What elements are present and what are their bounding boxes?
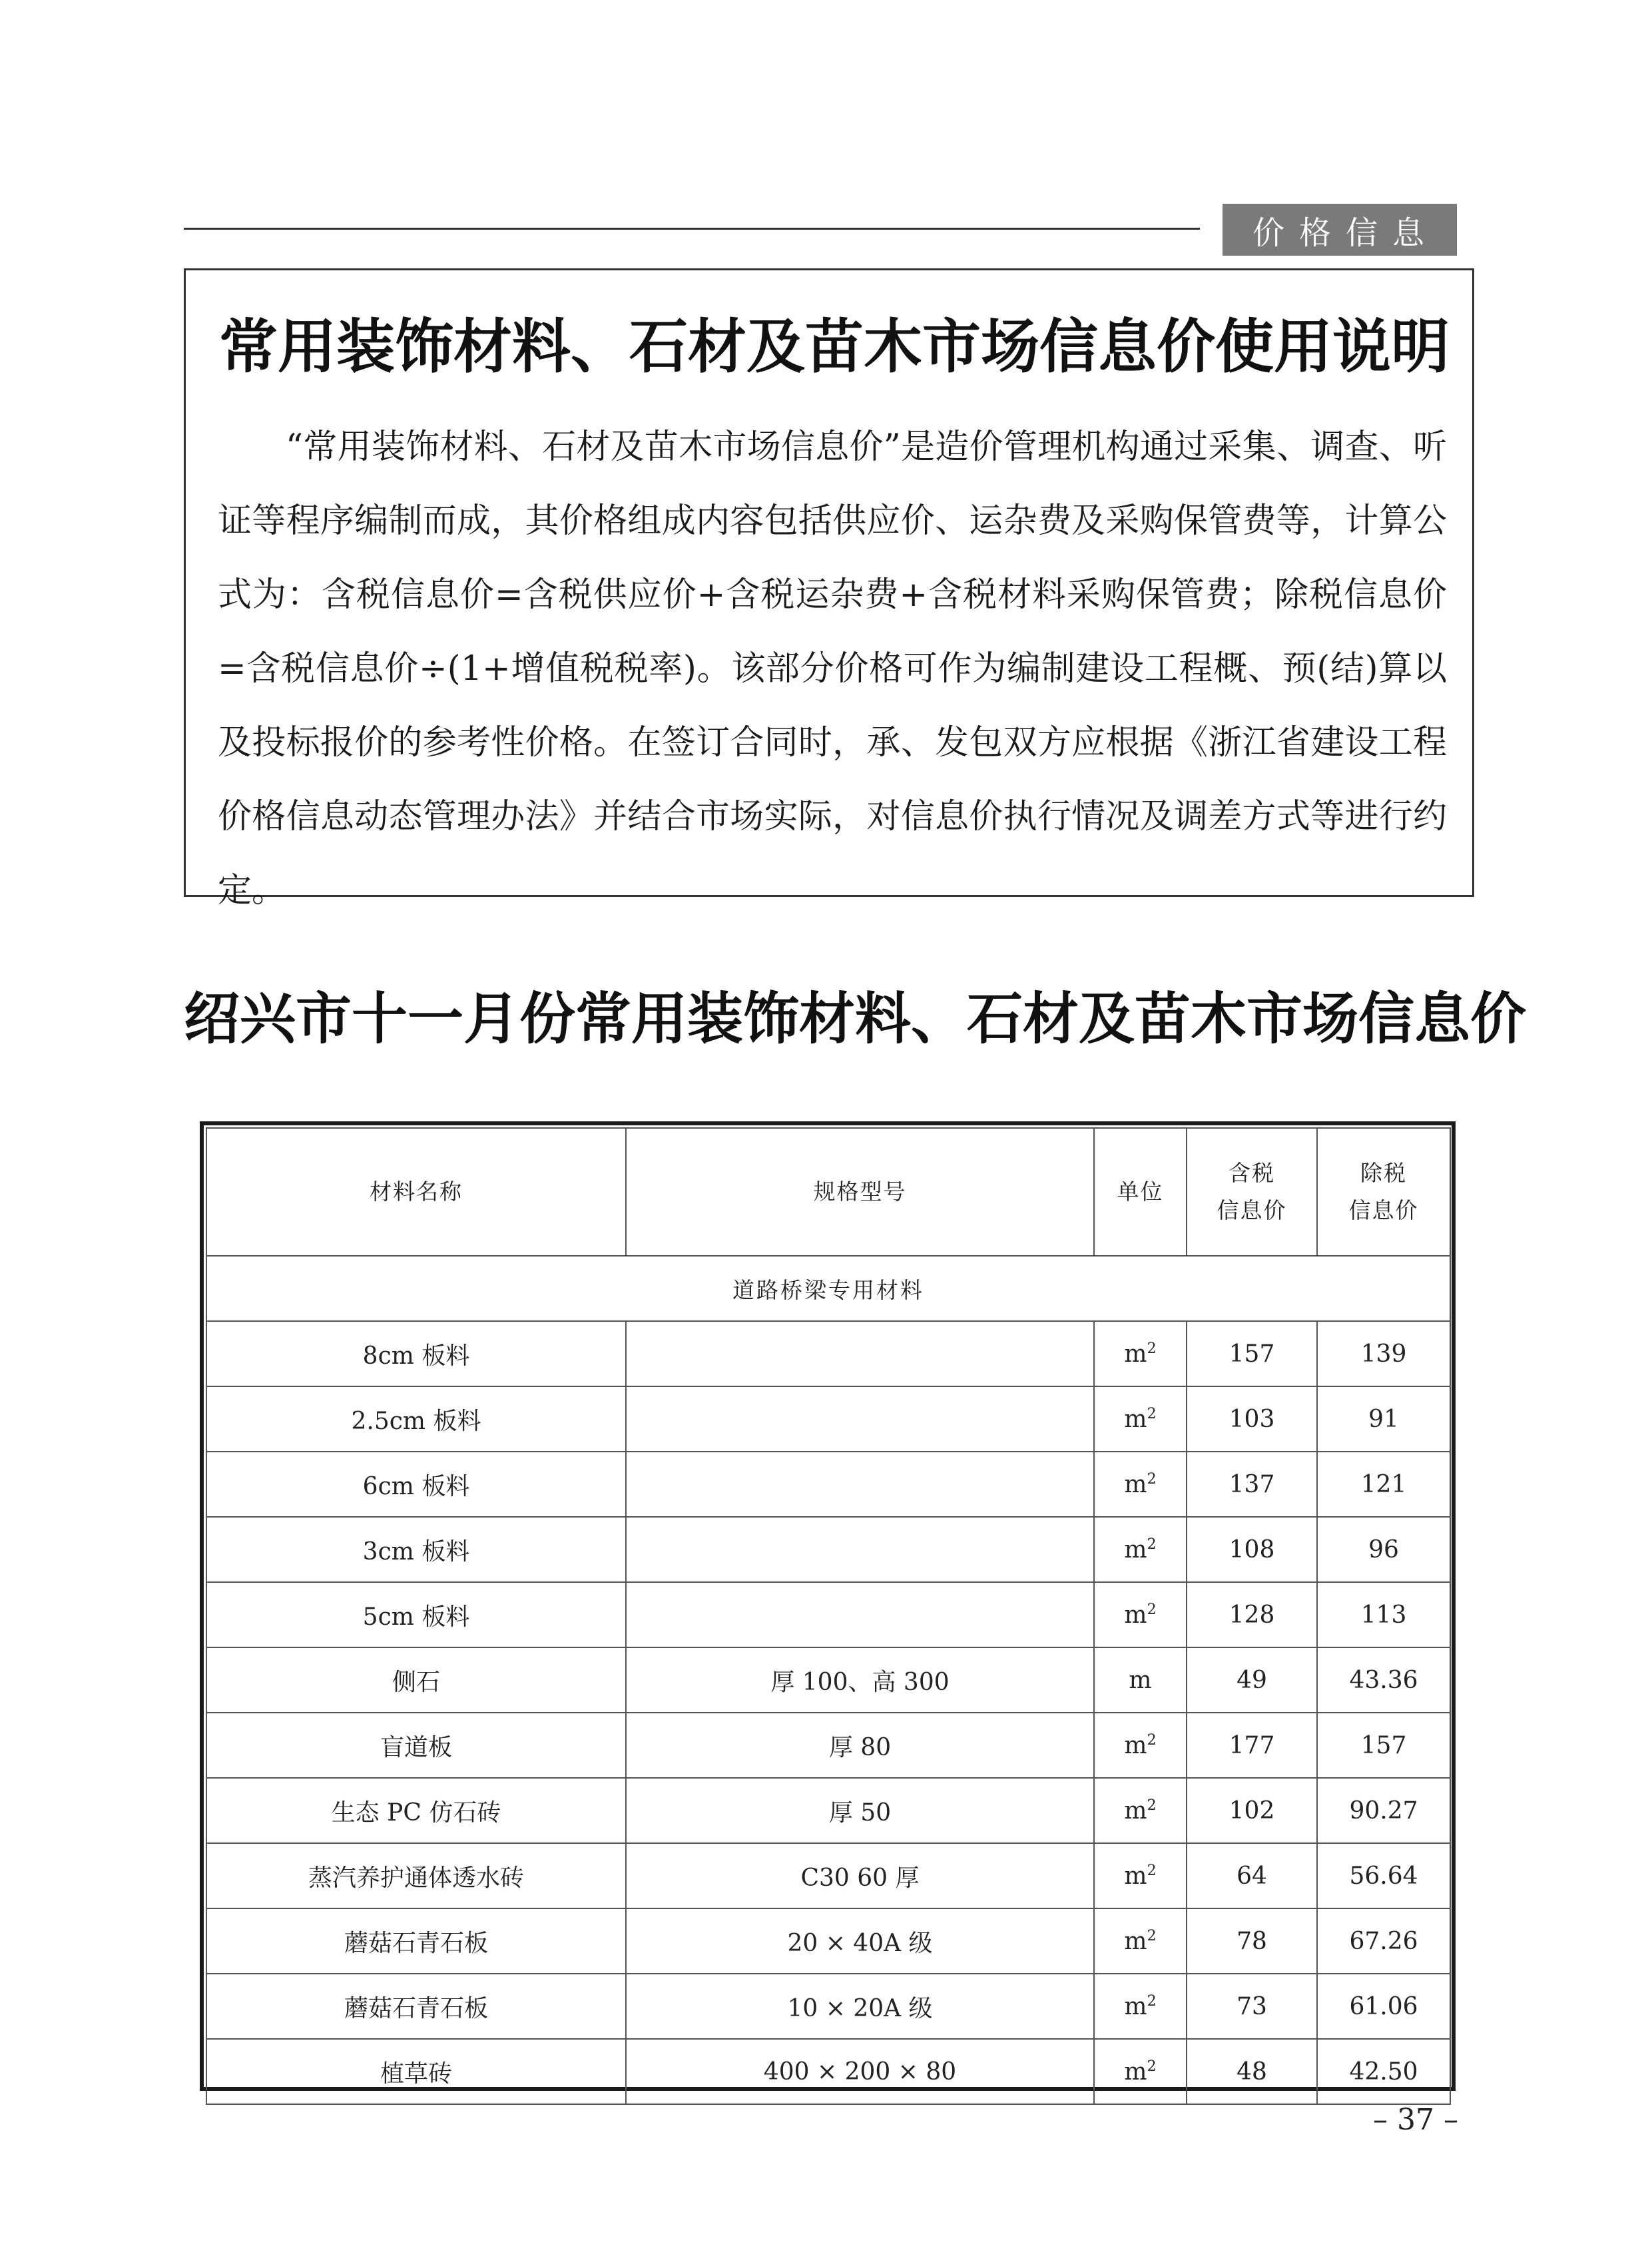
section-label: 价格信息 bbox=[1223, 204, 1457, 256]
cell-tax-included: 128 bbox=[1187, 1582, 1317, 1647]
cell-tax-excluded: 43.36 bbox=[1317, 1647, 1450, 1713]
note-body: “常用装饰材料、石材及苗木市场信息价”是造价管理机构通过采集、调查、听证等程序编制而成，其价格组成内容包括供应价、运杂费及采购保管费等，计算公式为：含税信息价=含税供应价+含税运杂费+含税材料采购保管费；除税信息价=含税信息价÷(1+增值税税率)。该部分价格可作为编制建设工程概、预(结)算以及投标报价的参考性价格。在签订合同时，承、发包双方应根据《浙江省建设工程价格信息动态管理办法》并结合市场实际，对信息价执行情况及调差方式等进行约定。 bbox=[218, 427, 1447, 910]
cell-unit bbox=[1094, 1843, 1187, 1908]
cell-tax-included: 103 bbox=[1187, 1386, 1317, 1452]
cell-spec: 10 × 20A 级 bbox=[626, 1974, 1094, 2039]
cell-name: 蒸汽养护通体透水砖 bbox=[206, 1843, 626, 1908]
cell-tax-excluded: 91 bbox=[1317, 1386, 1450, 1452]
unit-superscript: 2 bbox=[1147, 1340, 1157, 1357]
unit-superscript: 2 bbox=[1147, 1992, 1157, 2010]
cell-name: 3cm 板料 bbox=[206, 1517, 626, 1582]
cell-name: 侧石 bbox=[206, 1647, 626, 1713]
cell-spec bbox=[626, 1321, 1094, 1386]
unit-superscript: 2 bbox=[1147, 1536, 1157, 1553]
cell-unit bbox=[1094, 1517, 1187, 1582]
cell-tax-excluded: 67.26 bbox=[1317, 1908, 1450, 1974]
table-row bbox=[206, 1647, 1450, 1713]
unit-superscript: 2 bbox=[1147, 1470, 1157, 1488]
unit-superscript: 2 bbox=[1147, 2058, 1157, 2075]
category-label: 道路桥梁专用材料 bbox=[206, 1256, 1450, 1321]
cell-tax-excluded: 139 bbox=[1317, 1321, 1450, 1386]
header-tax-excluded-line2: 信息价 bbox=[1348, 1197, 1419, 1223]
unit-superscript: 2 bbox=[1147, 1601, 1157, 1618]
header-rule bbox=[184, 228, 1200, 230]
unit-base: m bbox=[1124, 2058, 1147, 2086]
table-title: 绍兴市十一月份常用装饰材料、石材及苗木市场信息价 bbox=[184, 986, 1527, 1051]
header-tax-included-line2: 信息价 bbox=[1217, 1197, 1287, 1223]
cell-spec: 20 × 40A 级 bbox=[626, 1908, 1094, 1974]
cell-spec: 厚 80 bbox=[626, 1713, 1094, 1778]
unit-base: m bbox=[1124, 1927, 1147, 1955]
usage-note-box bbox=[184, 268, 1474, 910]
cell-tax-included: 73 bbox=[1187, 1974, 1317, 2039]
unit-base: m bbox=[1124, 1992, 1147, 2020]
unit-base: m bbox=[1124, 1340, 1147, 1368]
cell-tax-excluded: 61.06 bbox=[1317, 1974, 1450, 2039]
table-row bbox=[206, 1582, 1450, 1647]
cell-name: 植草砖 bbox=[206, 2039, 626, 2104]
cell-spec: 厚 50 bbox=[626, 1778, 1094, 1843]
cell-spec: C30 60 厚 bbox=[626, 1843, 1094, 1908]
cell-unit bbox=[1094, 1713, 1187, 1778]
header-tax-included-line1: 含税 bbox=[1229, 1160, 1275, 1186]
cell-tax-included: 177 bbox=[1187, 1713, 1317, 1778]
unit-superscript: 2 bbox=[1147, 1797, 1157, 1814]
table-row bbox=[206, 1974, 1450, 2039]
cell-name: 2.5cm 板料 bbox=[206, 1386, 626, 1452]
cell-spec bbox=[626, 1517, 1094, 1582]
category-row bbox=[206, 1256, 1450, 1321]
cell-name: 6cm 板料 bbox=[206, 1452, 626, 1517]
table-row bbox=[206, 1517, 1450, 1582]
price-table bbox=[206, 1127, 1451, 2105]
cell-tax-excluded: 113 bbox=[1317, 1582, 1450, 1647]
table-row bbox=[206, 1908, 1450, 1974]
cell-spec bbox=[626, 1452, 1094, 1517]
table-row bbox=[206, 1386, 1450, 1452]
cell-unit bbox=[1094, 1386, 1187, 1452]
unit-base: m bbox=[1124, 1862, 1147, 1890]
cell-unit bbox=[1094, 2039, 1187, 2104]
cell-spec: 400 × 200 × 80 bbox=[626, 2039, 1094, 2104]
table-row bbox=[206, 1321, 1450, 1386]
header-name: 材料名称 bbox=[206, 1128, 626, 1256]
table-row bbox=[206, 1452, 1450, 1517]
cell-tax-included: 137 bbox=[1187, 1452, 1317, 1517]
cell-tax-included: 102 bbox=[1187, 1778, 1317, 1843]
page-number: – 37 – bbox=[1373, 2103, 1458, 2137]
cell-tax-included: 78 bbox=[1187, 1908, 1317, 1974]
header-unit: 单位 bbox=[1094, 1128, 1187, 1256]
table-row bbox=[206, 1778, 1450, 1843]
cell-tax-excluded: 90.27 bbox=[1317, 1778, 1450, 1843]
table-row bbox=[206, 2039, 1450, 2104]
price-table-frame bbox=[200, 1121, 1456, 2091]
cell-unit bbox=[1094, 1908, 1187, 1974]
cell-spec bbox=[626, 1386, 1094, 1452]
cell-name: 生态 PC 仿石砖 bbox=[206, 1778, 626, 1843]
unit-base: m bbox=[1124, 1797, 1147, 1825]
cell-tax-included: 108 bbox=[1187, 1517, 1317, 1582]
cell-spec bbox=[626, 1582, 1094, 1647]
header-spec: 规格型号 bbox=[626, 1128, 1094, 1256]
unit-superscript: 2 bbox=[1147, 1927, 1157, 1944]
cell-unit bbox=[1094, 1452, 1187, 1517]
table-header-row bbox=[206, 1128, 1450, 1256]
cell-tax-included: 48 bbox=[1187, 2039, 1317, 2104]
unit-base: m bbox=[1124, 1601, 1147, 1629]
unit-base: m bbox=[1124, 1731, 1147, 1759]
cell-tax-excluded: 157 bbox=[1317, 1713, 1450, 1778]
unit-superscript: 2 bbox=[1147, 1731, 1157, 1749]
header-tax-included bbox=[1187, 1128, 1317, 1256]
header-tax-excluded-line1: 除税 bbox=[1360, 1160, 1407, 1186]
cell-unit bbox=[1094, 1974, 1187, 2039]
cell-name: 蘑菇石青石板 bbox=[206, 1908, 626, 1974]
cell-name: 5cm 板料 bbox=[206, 1582, 626, 1647]
unit-base: m bbox=[1124, 1405, 1147, 1433]
cell-tax-included: 49 bbox=[1187, 1647, 1317, 1713]
unit-superscript: 2 bbox=[1147, 1405, 1157, 1422]
header-tax-excluded bbox=[1317, 1128, 1450, 1256]
cell-unit bbox=[1094, 1582, 1187, 1647]
cell-name: 8cm 板料 bbox=[206, 1321, 626, 1386]
table-row bbox=[206, 1713, 1450, 1778]
cell-tax-included: 157 bbox=[1187, 1321, 1317, 1386]
unit-base: m bbox=[1129, 1666, 1152, 1694]
unit-superscript: 2 bbox=[1147, 1862, 1157, 1879]
cell-tax-included: 64 bbox=[1187, 1843, 1317, 1908]
cell-name: 蘑菇石青石板 bbox=[206, 1974, 626, 2039]
cell-unit bbox=[1094, 1321, 1187, 1386]
table-row bbox=[206, 1843, 1450, 1908]
cell-tax-excluded: 42.50 bbox=[1317, 2039, 1450, 2104]
cell-name: 盲道板 bbox=[206, 1713, 626, 1778]
note-title: 常用装饰材料、石材及苗木市场信息价使用说明 bbox=[219, 312, 1450, 381]
cell-tax-excluded: 96 bbox=[1317, 1517, 1450, 1582]
cell-spec: 厚 100、高 300 bbox=[626, 1647, 1094, 1713]
cell-unit bbox=[1094, 1778, 1187, 1843]
unit-base: m bbox=[1124, 1536, 1147, 1563]
unit-base: m bbox=[1124, 1470, 1147, 1498]
cell-tax-excluded: 56.64 bbox=[1317, 1843, 1450, 1908]
cell-unit bbox=[1094, 1647, 1187, 1713]
cell-tax-excluded: 121 bbox=[1317, 1452, 1450, 1517]
